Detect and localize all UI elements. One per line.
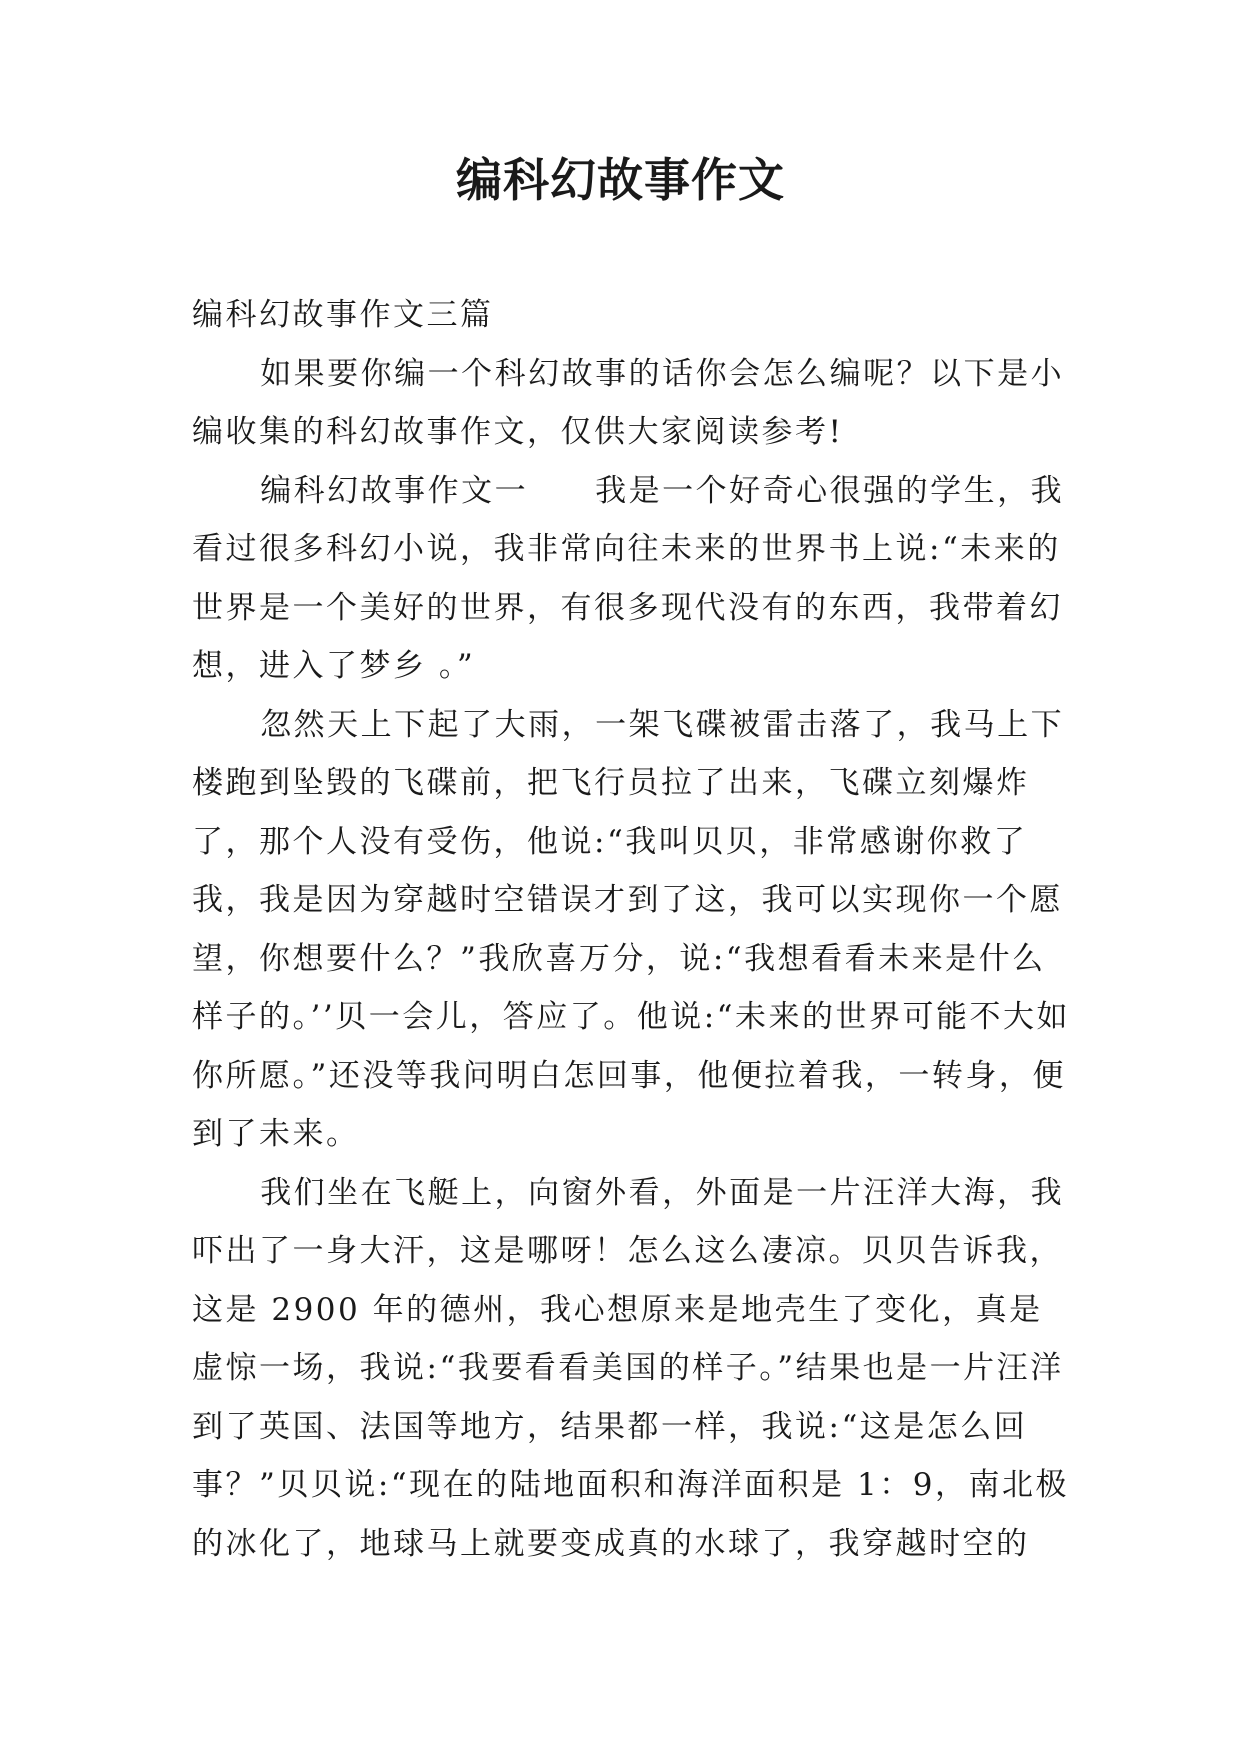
document-title: 编科幻故事作文 xyxy=(456,153,785,207)
paragraph-ufo: 忽然天上下起了大雨，一架飞碟被雷击落了，我马上下楼跑到坠毁的飞碟前，把飞行员拉了出来，飞碟立刻爆炸了，那个人没有受伤，他说:“我叫贝贝，非常感谢你救了我，我是因为穿越时空错误才到了这，我可以实现你一个愿望，你想要什么？”我欣喜万分，说:“我想看看未来是什么样子的。’’贝一会儿，答应了。他说:“未来的世界可能不大如你所愿。”还没等我问明白怎回事，他便拉着我，一转身，便到了未来。 xyxy=(192,706,1070,1152)
paragraph-story-one: 编科幻故事作文一 我是一个好奇心很强的学生，我看过很多科幻小说，我非常向往未来的世界书上说:“未来的世界是一个美好的世界，有很多现代没有的东西，我带着幻想，进入了梦乡 。” xyxy=(192,472,1065,684)
document-subtitle: 编科幻故事作文三篇 xyxy=(192,297,494,333)
paragraph-future-sea: 我们坐在飞艇上，向窗外看，外面是一片汪洋大海，我吓出了一身大汗，这是哪呀！怎么这么凄凉。贝贝告诉我，这是 2900 年的德州，我心想原来是地壳生了变化，真是虚惊一场，我说:“我要看看美国的样子。”结果也是一片汪洋到了英国、法国等地方，结果都一样，我说:“这是怎么回事？”贝贝说:“现在的陆地面积和海洋面积是 1：9，南北极的冰化了，地球马上就要变成真的水球了，我穿越时空的 xyxy=(192,1174,1069,1562)
paragraph-intro: 如果要你编一个科幻故事的话你会怎么编呢？以下是小编收集的科幻故事作文，仅供大家阅读参考! xyxy=(192,355,1065,450)
document-body xyxy=(192,286,1072,1573)
